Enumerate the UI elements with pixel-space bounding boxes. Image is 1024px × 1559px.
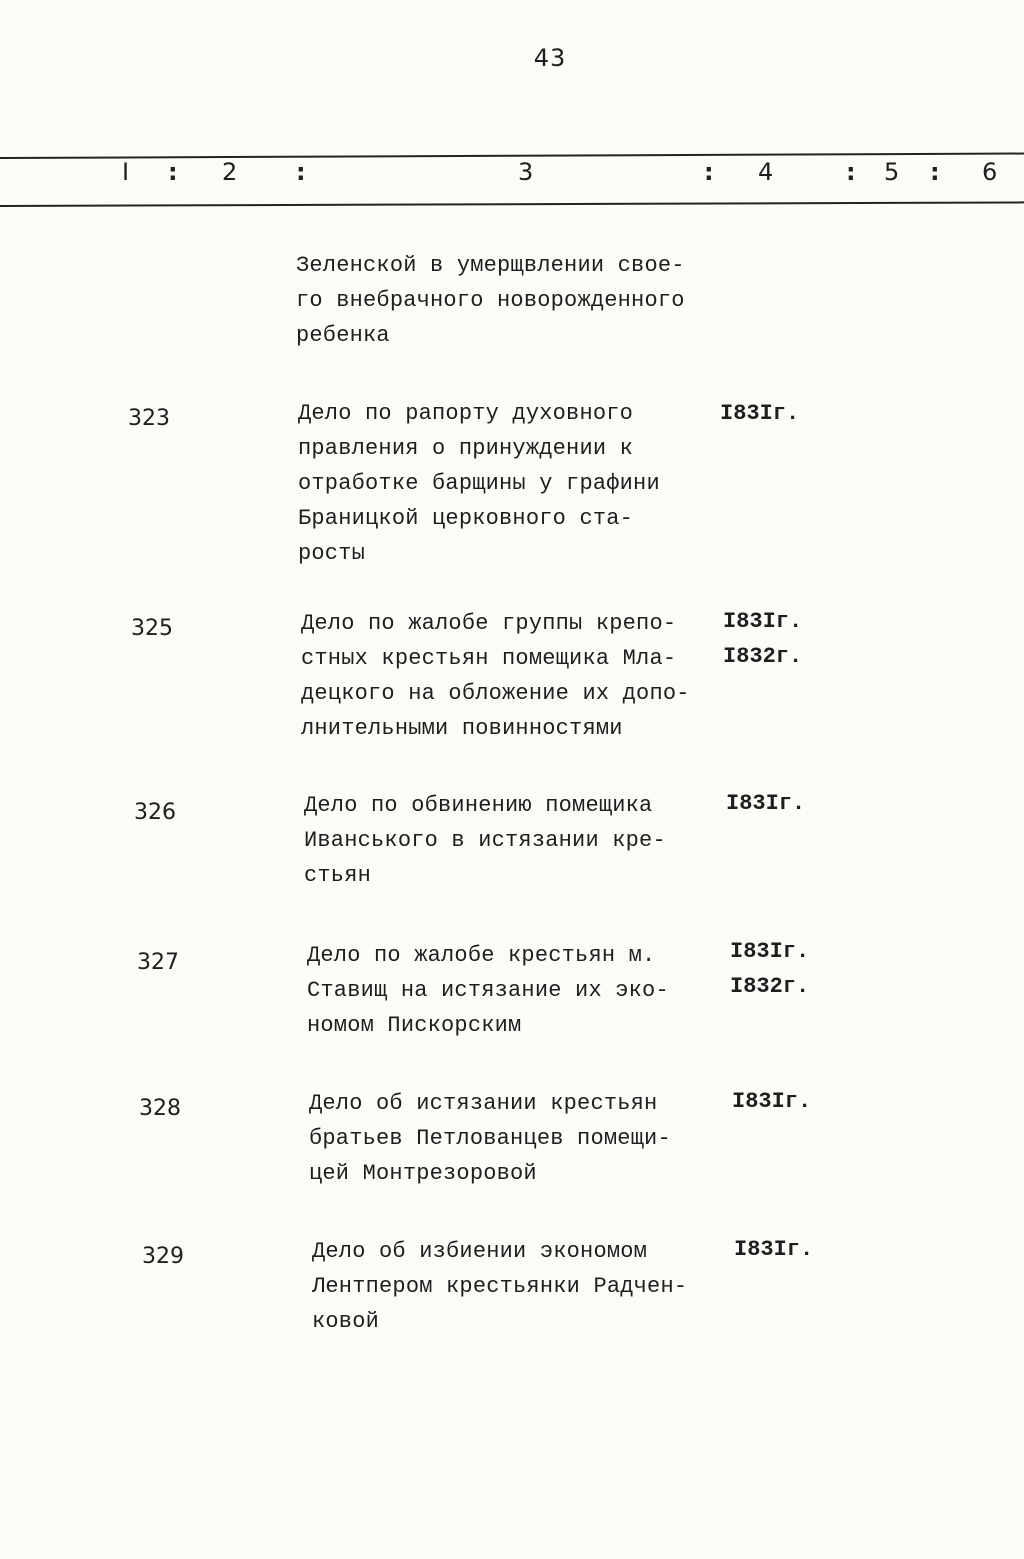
entry-number: 326 — [134, 800, 176, 825]
entry-description: Дело об истязании крестьян братьев Петлованцев помещи- цей Монтрезоровой — [309, 1091, 671, 1186]
entry-dates: I83Iг. — [732, 1089, 812, 1114]
entry-dates: I83Iг. — [726, 791, 806, 816]
entry-description: Дело по жалобе крестьян м. Ставищ на истязание их эко- номом Пискорским — [307, 943, 669, 1038]
header-separator: : — [704, 158, 714, 186]
header-bottom-rule — [0, 201, 1024, 207]
entry-number: 325 — [131, 616, 173, 641]
header-separator: : — [296, 158, 306, 186]
entry-description: Дело по рапорту духовного правления о принуждении к отработке барщины у графини Браницкой церковного ста- росты — [298, 401, 660, 566]
header-separator: : — [846, 158, 856, 186]
entry-dates: I83Iг. I832г. — [723, 609, 803, 669]
header-col-5: 5 — [884, 158, 900, 186]
entry-number: 328 — [139, 1096, 181, 1121]
header-col-6: 6 — [982, 158, 998, 186]
header-col-2: 2 — [222, 158, 238, 186]
header-col-4: 4 — [758, 158, 774, 186]
header-separator: : — [168, 158, 178, 186]
page-number: 43 — [533, 44, 567, 72]
entry-dates: I83Iг. — [720, 401, 800, 426]
entry-description: Дело по жалобе группы крепо- стных крестьян помещика Мла- децкого на обложение их допо- лнительными повинностями — [301, 611, 690, 741]
header-col-1: I — [122, 158, 130, 186]
entry-dates: I83Iг. — [734, 1237, 814, 1262]
entry-number: 323 — [128, 406, 170, 431]
entry-description: Зеленской в умерщвлении свое- го внебрачного новорожденного ребенка — [296, 253, 685, 348]
entry-number: 327 — [137, 950, 179, 975]
header-separator: : — [930, 158, 940, 186]
entry-dates: I83Iг. I832г. — [730, 939, 810, 999]
entry-description: Дело по обвинению помещика Иванського в истязании кре- стьян — [304, 793, 666, 888]
header-top-rule — [0, 153, 1024, 159]
entry-description: Дело об избиении экономом Лентпером крестьянки Радчен- ковой — [312, 1239, 688, 1334]
header-col-3: 3 — [518, 158, 534, 186]
entry-number: 329 — [142, 1244, 184, 1269]
